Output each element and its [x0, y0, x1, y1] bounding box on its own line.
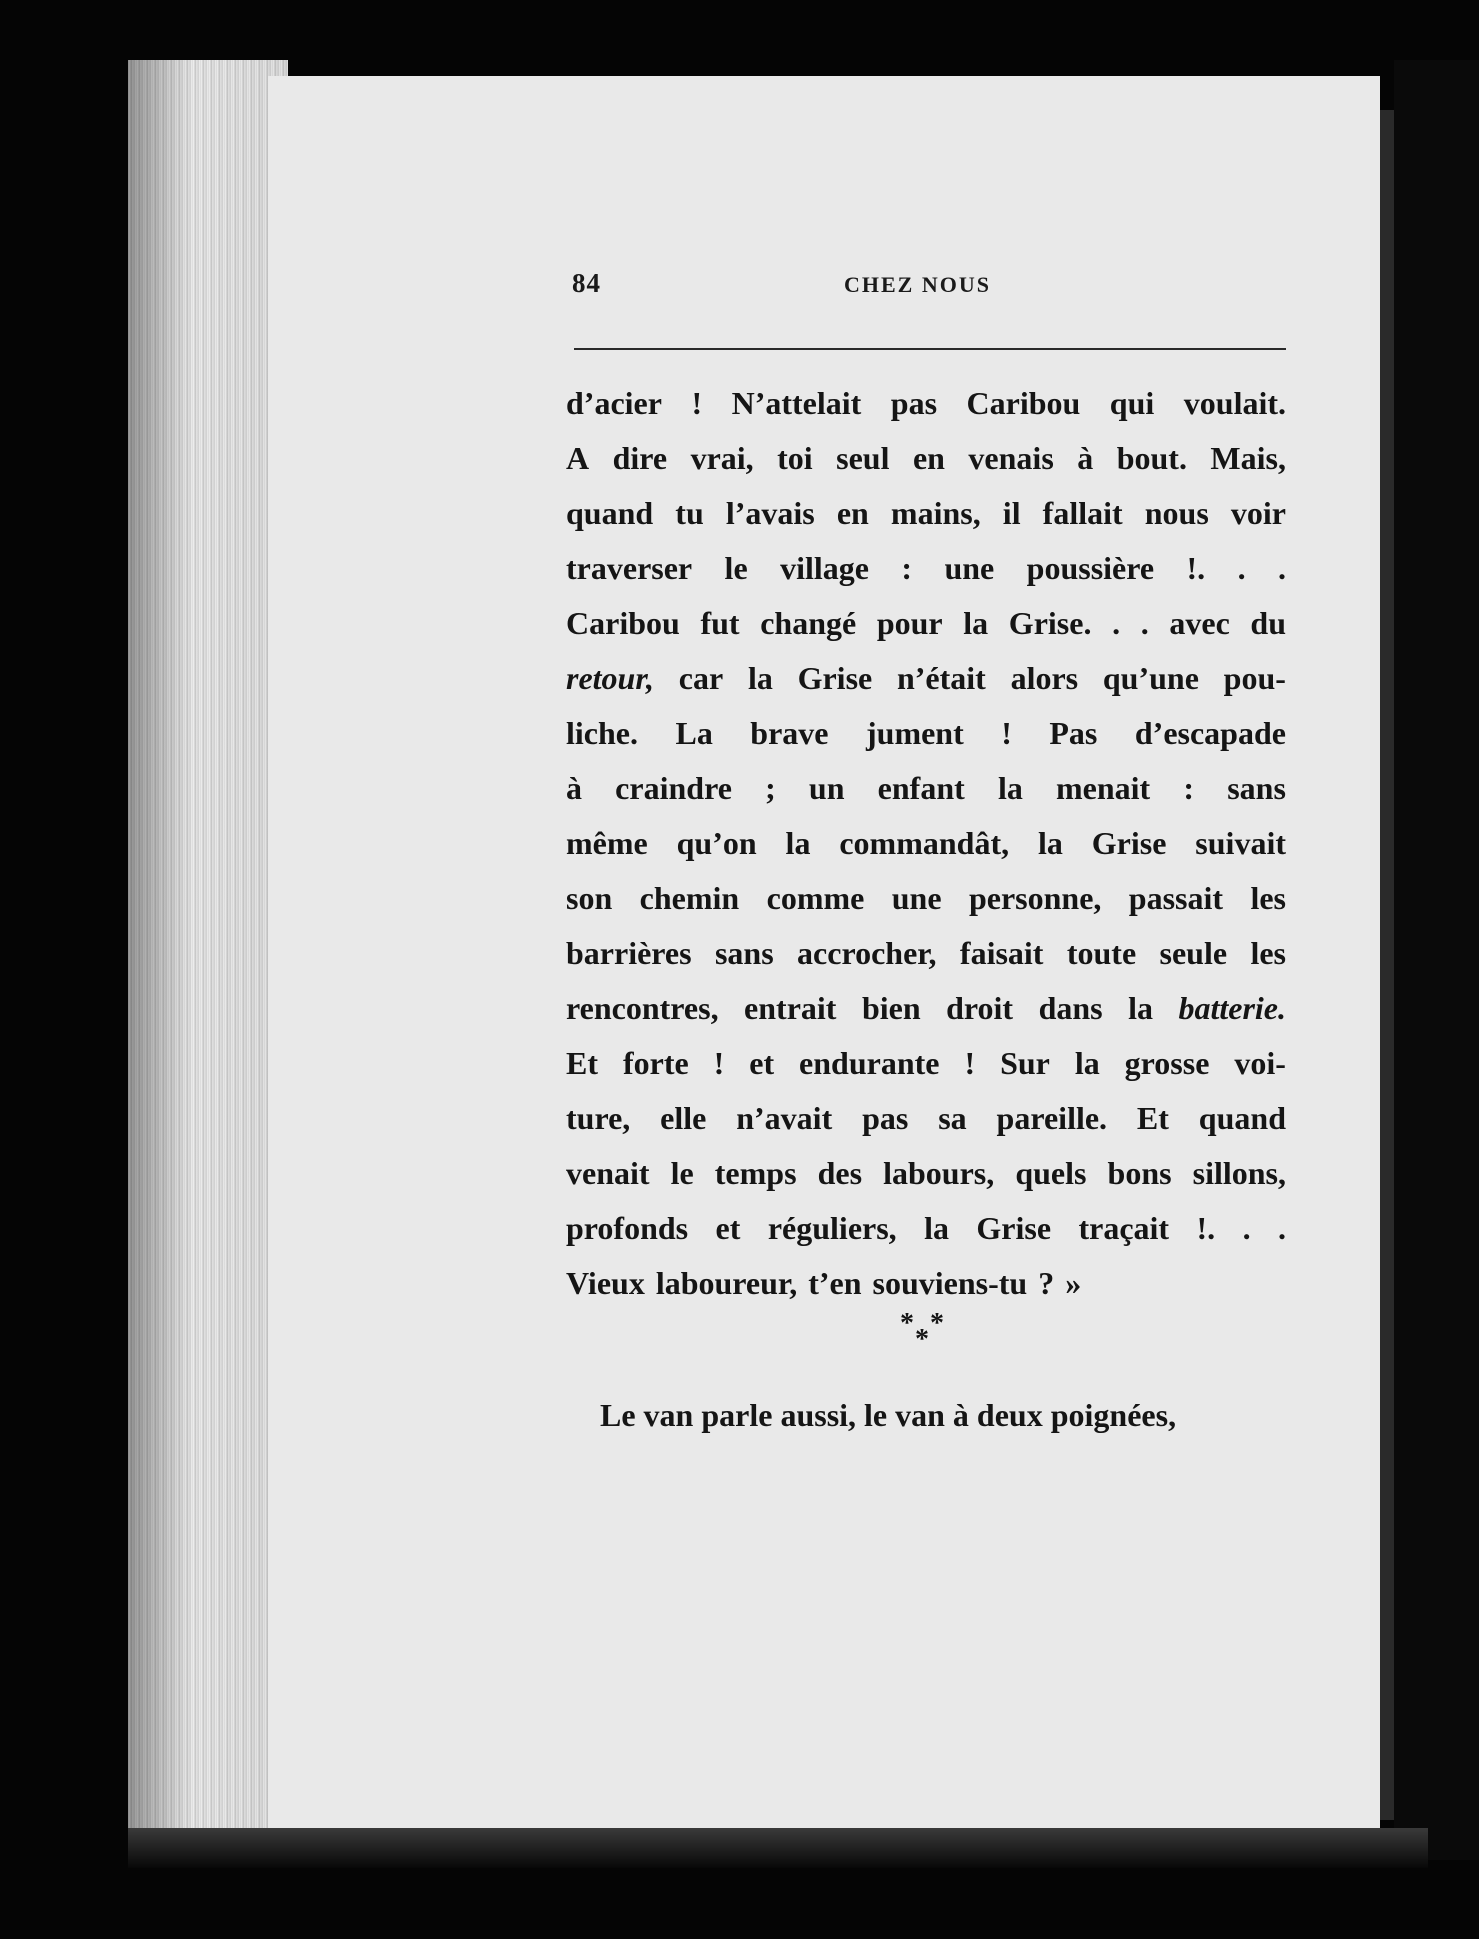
- text-line: venait le temps des labours, quels bons sillons,: [566, 1155, 1286, 1191]
- text-line: Et forte ! et endurante ! Sur la grosse voi-: [566, 1045, 1286, 1081]
- section-break-asterism: [870, 1308, 970, 1368]
- text-line: son chemin comme une personne, passait les: [566, 880, 1286, 916]
- header-rule: [574, 348, 1286, 350]
- page-number: 84: [572, 268, 601, 298]
- background-right: [1394, 60, 1479, 1860]
- text-line: barrières sans accrocher, faisait toute seule les: [566, 935, 1286, 971]
- asterisk: *: [915, 1324, 929, 1355]
- text-line: à craindre ; un enfant la menait : sans: [566, 770, 1286, 806]
- text-line: même qu’on la commandât, la Grise suivait: [566, 825, 1286, 861]
- text-line: rencontres, entrait bien droit dans la batterie.: [566, 990, 1286, 1026]
- running-head: [572, 262, 1292, 312]
- text-line: profonds et réguliers, la Grise traçait !. . .: [566, 1210, 1286, 1246]
- gutter-shadow: [1380, 110, 1394, 1820]
- text-line: retour, car la Grise n’était alors qu’une pou-: [566, 660, 1286, 696]
- asterisk: *: [900, 1308, 914, 1339]
- text-line: A dire vrai, toi seul en venais à bout. Mais,: [566, 440, 1286, 476]
- paragraph-first-line: Le van parle aussi, le van à deux poignées,: [600, 1397, 1177, 1433]
- text-line: quand tu l’avais en mains, il fallait nous voir: [566, 495, 1286, 531]
- text-line: liche. La brave jument ! Pas d’escapade: [566, 715, 1286, 751]
- page-bottom-shadow: [128, 1828, 1428, 1868]
- text-line: d’acier ! N’attelait pas Caribou qui voulait.: [566, 385, 1286, 421]
- text-line: Caribou fut changé pour la Grise. . . avec du: [566, 605, 1286, 641]
- text-line: Vieux laboureur, t’en souviens-tu ? »: [566, 1265, 1082, 1301]
- running-title: CHEZ NOUS: [844, 272, 991, 297]
- asterisk: *: [930, 1308, 944, 1339]
- text-line: traverser le village : une poussière !. . .: [566, 550, 1286, 586]
- body-text: [566, 376, 1286, 1311]
- page-edges-shadow: [128, 60, 288, 1830]
- text-line: ture, elle n’avait pas sa pareille. Et quand: [566, 1100, 1286, 1136]
